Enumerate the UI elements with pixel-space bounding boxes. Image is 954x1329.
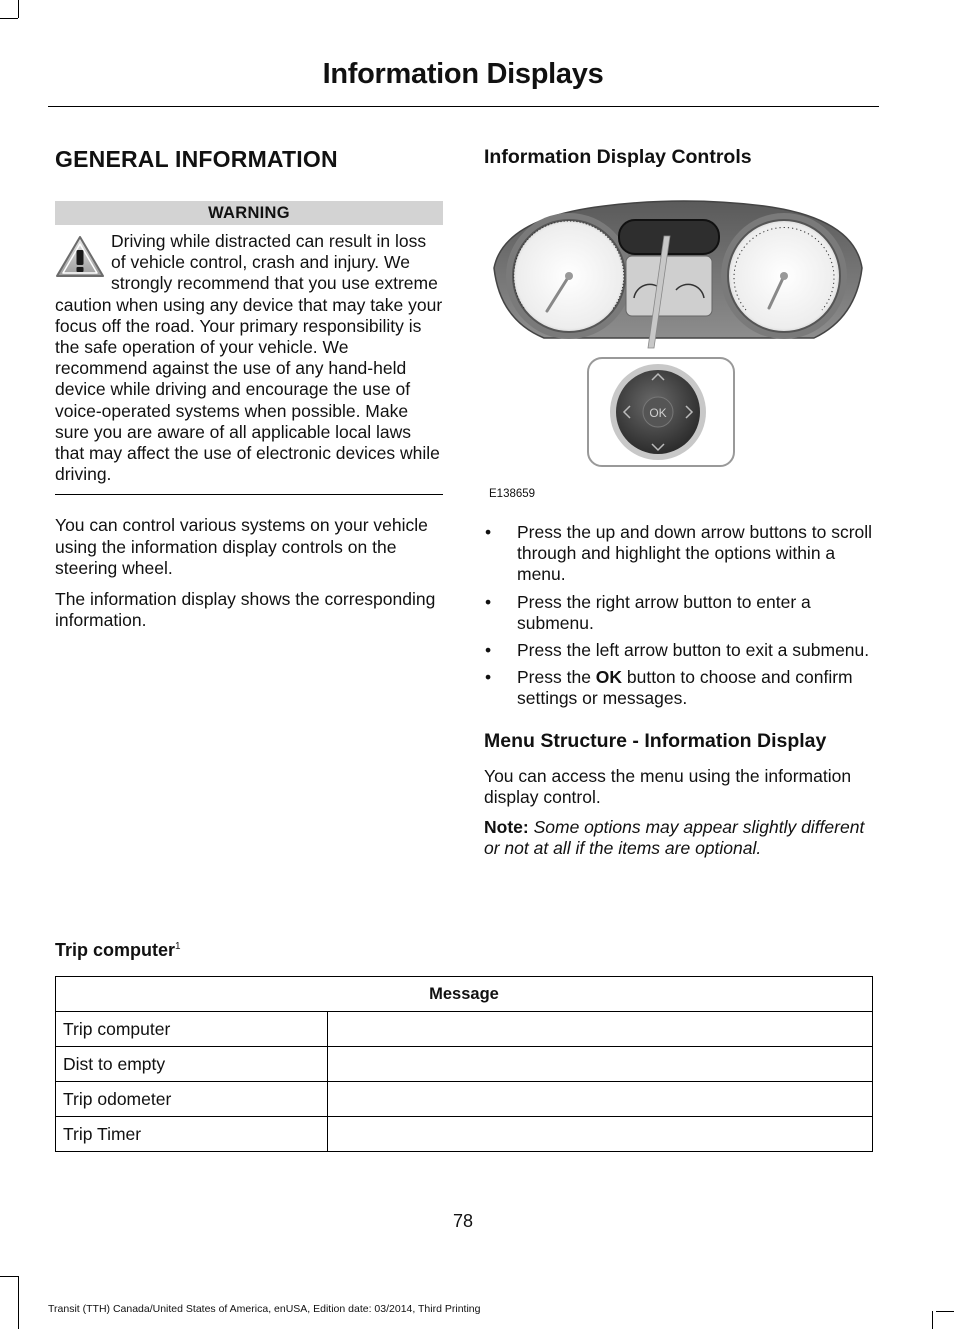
table-cell [328,1082,873,1117]
controls-list [484,522,876,710]
instrument-cluster-figure [484,198,876,498]
crop-mark [18,1276,19,1329]
table-row [56,1117,873,1152]
crop-mark [0,1276,18,1277]
right-column [484,146,876,859]
footnote-marker: 1 [175,941,181,952]
intro-paragraph: You can control various systems on your vehicle using the information display controls on the steering wheel. [55,515,428,578]
table-cell [328,1047,873,1082]
display-paragraph: The information display shows the corresponding information. [55,589,436,631]
note-paragraph: Note: Some options may appear slightly different or not at all if the items are optional. [484,817,865,859]
figure-code: E138659 [489,488,536,500]
list-item: • Press the right arrow button to enter a submenu. [485,591,811,633]
page-title: Information Displays [322,58,604,90]
table-row [56,1047,873,1082]
table-cell [328,1012,873,1047]
list-item: • Press the OK button to choose and confirm settings or messages. [485,667,853,709]
table-cell: Trip Timer [56,1117,328,1152]
message-table [55,976,873,1152]
list-item: • Press the up and down arrow buttons to scroll through and highlight the options within a menu. [485,522,873,585]
table-cell [328,1117,873,1152]
table-header: Message [56,977,873,1012]
warning-divider [55,494,443,495]
list-item: • Press the left arrow button to exit a submenu. [485,640,870,661]
table-row [56,1012,873,1047]
crop-mark [18,0,19,18]
left-column [55,146,443,631]
warning-label: WARNING [55,201,443,225]
footer-text: Transit (TTH) Canada/United States of America, enUSA, Edition date: 03/2014, Third Printing [48,1303,481,1315]
table-cell: Dist to empty [56,1047,328,1082]
table-cell: Trip computer [56,1012,328,1047]
crop-mark [0,18,18,19]
title-divider [48,106,879,107]
warning-box [55,231,443,485]
trip-computer-heading: Trip computer$^1$ [55,940,181,960]
crop-mark [936,1311,954,1312]
menu-paragraph: You can access the menu using the information display control. [484,765,852,807]
table-cell: Trip odometer [56,1082,328,1117]
crop-mark [932,1311,933,1329]
warning-text: Driving while distracted can result in loss of vehicle control, crash and injury. We strongly recommend that you use extreme caution when using any device that may take your focus off the road. Your primary responsibility is the safe operation of your vehicle. We recommend against the use of any hand-held device while driving and encourage the use of voice-operated systems when possible. Make sure you are aware of all applicable local laws that may affect the use of electronic devices while driving. [55,231,443,485]
instrument-cluster-illustration [484,198,876,498]
ok-button-label: OK [649,406,667,420]
warning-triangle-icon [55,235,105,279]
page-number: 78 [452,1211,474,1231]
section-heading: GENERAL INFORMATION [55,146,338,172]
table-header-row [56,977,873,1012]
menu-structure-heading: Menu Structure - Information Display [484,729,827,752]
controls-heading: Information Display Controls [484,146,752,168]
table-row [56,1082,873,1117]
